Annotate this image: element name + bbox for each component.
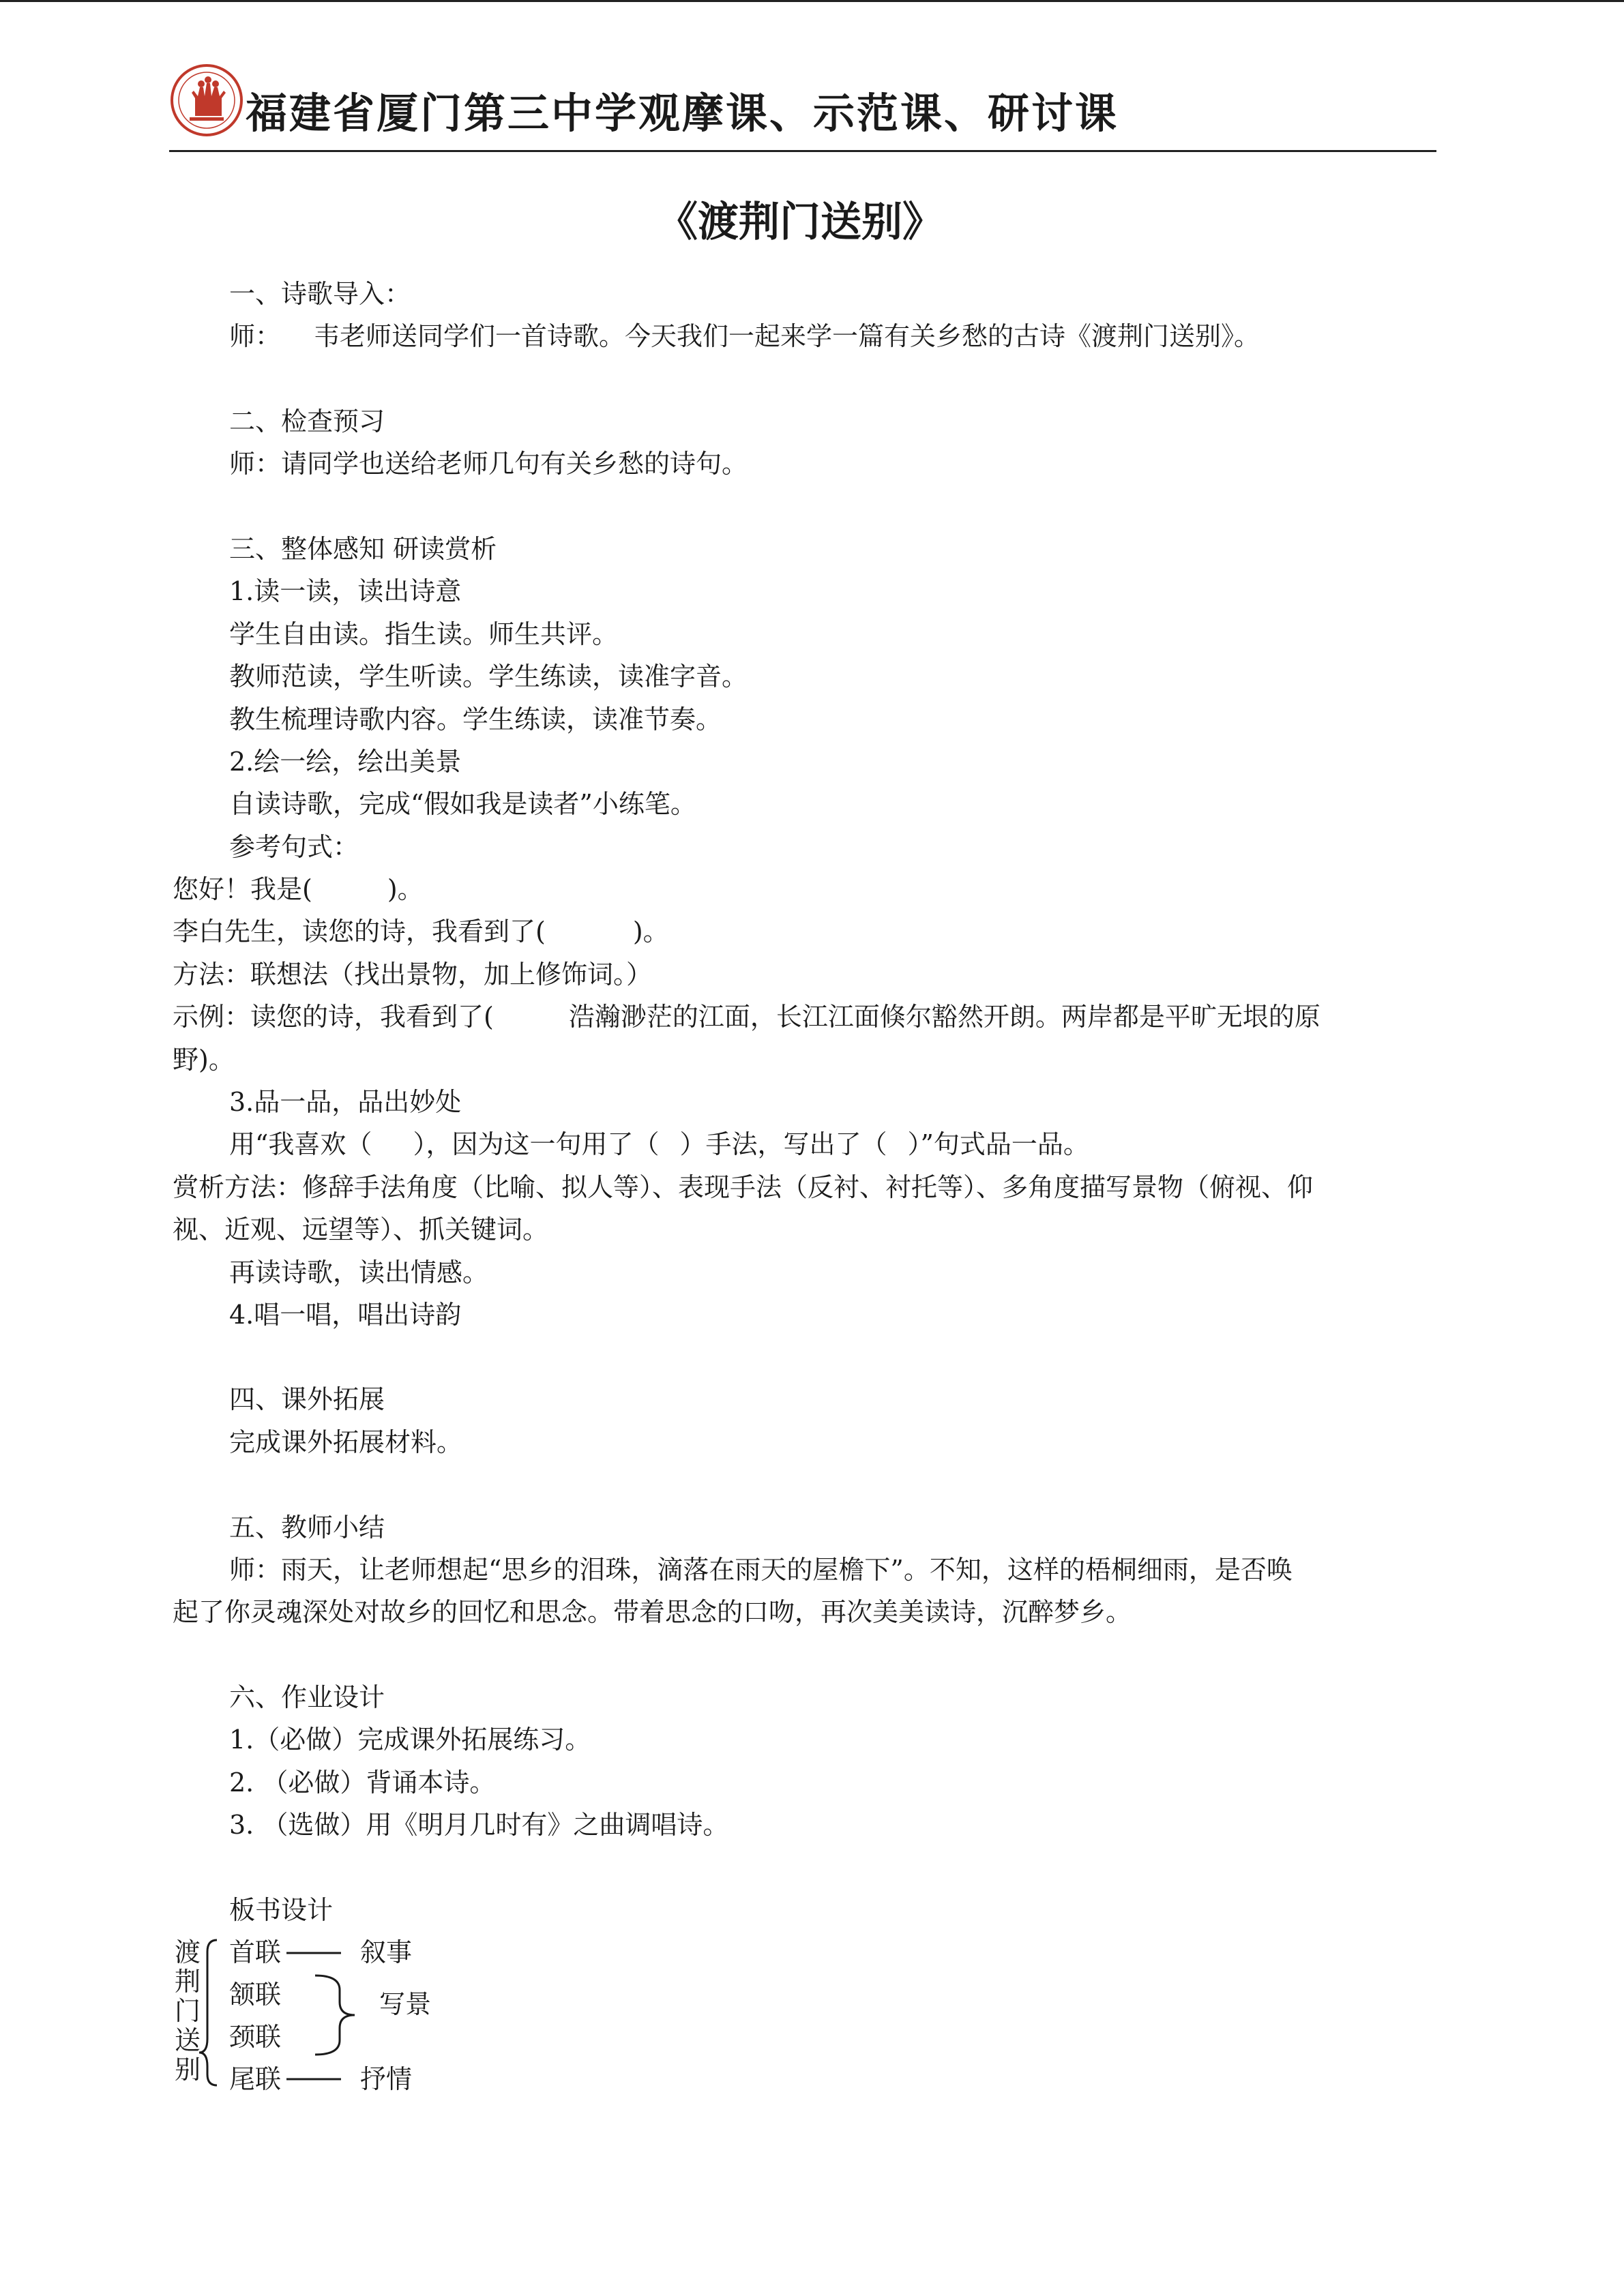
section-3-line-7: 参考句式： [229,832,359,862]
board-design-heading: 板书设计 [229,1895,334,1925]
appreciation-method-line-2: 视、近观、远望等）、抓关键词。 [173,1214,549,1244]
board-hanlian: 颔联 [229,1980,282,2010]
school-title: 福建省厦门第三中学观摩课、示范课、研讨课 [246,89,1119,138]
sentence-pattern-line: 用“我喜欢（ ），因为这一句用了（ ）手法，写出了（ ）”句式品一品。 [229,1129,1089,1159]
fill-in-line-1: 您好！我是( )。 [173,874,424,904]
section-2-paragraph: 师：请同学也送给老师几句有关乡愁的诗句。 [229,449,748,479]
school-logo [169,63,244,138]
section-5-heading: 五、教师小结 [229,1512,385,1542]
method-line: 方法：联想法（找出景物，加上修饰词。） [173,959,653,989]
appreciation-method-line-1: 赏析方法：修辞手法角度（比喻、拟人等）、表现手法（反衬、衬托等）、多角度描写景物（俯视、仰 [173,1172,1314,1202]
board-vertical-title: 渡 荆 门 送 别 [175,1937,201,2085]
board-weilian: 尾联 [229,2064,282,2094]
section-3-line-13: 3.品一品，品出妙处 [229,1087,462,1117]
section-6-heading: 六、作业设计 [229,1682,385,1712]
section-3-line-1: 1.读一读，读出诗意 [229,576,462,606]
board-shoulian: 首联 [229,1937,282,1967]
example-line-2: 野)。 [173,1045,235,1075]
section-3-line-2: 学生自由读。指生读。师生共评。 [229,619,619,649]
section-4-heading: 四、课外拓展 [229,1384,385,1414]
section-3-line-3: 教师范读，学生听读。学生练读，读准字音。 [229,661,748,691]
section-1-paragraph [229,323,1260,349]
section-3-line-18: 4.唱一唱，唱出诗韵 [229,1300,462,1330]
fill-in-line-2: 李白先生，读您的诗，我看到了( )。 [173,916,669,946]
section-2-heading: 二、检查预习 [229,406,385,436]
homework-item-2: 2. （必做）背诵本诗。 [229,1768,496,1798]
section-5-paragraph-line-1: 师：雨天，让老师想起“思乡的泪珠，滴落在雨天的屋檐下”。不知，这样的梧桐细雨，是否唤 [229,1555,1293,1585]
board-jinglian: 颈联 [229,2022,282,2052]
header-rule [169,150,1436,152]
homework-item-3: 3. （选做）用《明月几时有》之曲调唱诗。 [229,1810,729,1840]
section-5-paragraph-line-2: 起了你灵魂深处对故乡的回忆和思念。带着思念的口吻，再次美美读诗，沉醉梦乡。 [173,1597,1132,1627]
homework-item-1: 1.（必做）完成课外拓展练习。 [229,1725,591,1755]
page-top-border [0,0,1624,2]
page-header [169,63,1436,155]
section-3-line-6: 自读诗歌，完成“假如我是读者”小练笔。 [229,789,696,819]
example-line-1: 示例：读您的诗，我看到了( 浩瀚渺茫的江面，长江江面倏尔豁然开朗。两岸都是平旷无垠的原 [173,1002,1320,1032]
section-4-paragraph: 完成课外拓展材料。 [229,1427,463,1457]
section-3-line-5: 2.绘一绘，绘出美景 [229,747,462,777]
document-title: 《渡荆门送别》 [657,198,943,246]
board-xiejing: 写景 [379,1989,432,2019]
section-3-line-4: 教生梳理诗歌内容。学生练读，读准节奏。 [229,704,722,734]
board-xushi: 叙事 [360,1937,413,1967]
section-3-line-17: 再读诗歌，读出情感。 [229,1257,489,1287]
speaker-label: 师： [229,321,282,351]
section-3-heading: 三、整体感知 研读赏析 [229,534,497,564]
board-shuqing: 抒情 [360,2064,413,2094]
paragraph-text: 韦老师送同学们一首诗歌。今天我们一起来学一篇有关乡愁的古诗《渡荆门送别》。 [314,321,1260,351]
section-1-heading: 一、诗歌导入： [229,279,411,309]
